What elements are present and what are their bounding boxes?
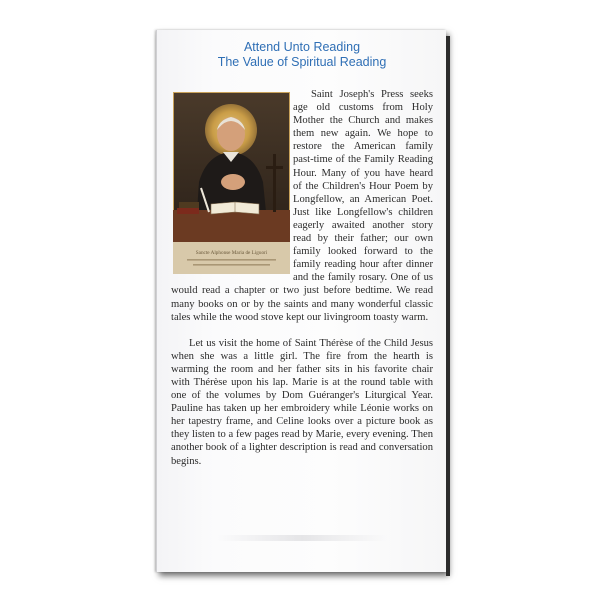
title-line-1: Attend Unto Reading <box>243 40 361 54</box>
faded-footer-text <box>217 535 387 541</box>
saint-portrait-illustration <box>173 92 290 274</box>
saint-portrait-image <box>173 92 290 274</box>
paragraph-1: Saint Joseph's Press seeks age old customs from Holy Mother the Church and makes them new again. We hope to restore the American family past-time of the Family Reading Hour. Many of you have heard of the Children's Hour Poem by Longfellow, an American Poet. Just like Longfellow's children eagerly awaited another story read by their father; our own family looked forward to the family reading hour after dinner and the family rosary. One of us would read a chapter or two just before bedtime. We read many books on or by the saints and many wonderful classic tales while the wood stove kept our livingroom toasty warm. <box>171 89 433 323</box>
portrait-caption-text: Sancte Alphonse Maria de Liguori <box>195 250 268 256</box>
paragraph-2: Let us visit the home of Saint Thérèse of the Child Jesus when she was a little girl. The fire from the hearth is warming the room and her father sits in his favorite chair with Thérèse upon his lap. Marie is at the round table with one of the volumes by Dom Guéranger's Liturgical Year. Pauline has taken up her embroidery while Léonie works on her tapestry frame, and Celine looks over a picture book as they listen to a few pages read by Marie, every evening. Then another book of a lighter description is read and conversation begins. <box>171 337 433 467</box>
title-line-2: The Value of Spiritual Reading <box>217 55 387 69</box>
page-title <box>157 40 447 70</box>
pamphlet-page <box>156 30 446 572</box>
